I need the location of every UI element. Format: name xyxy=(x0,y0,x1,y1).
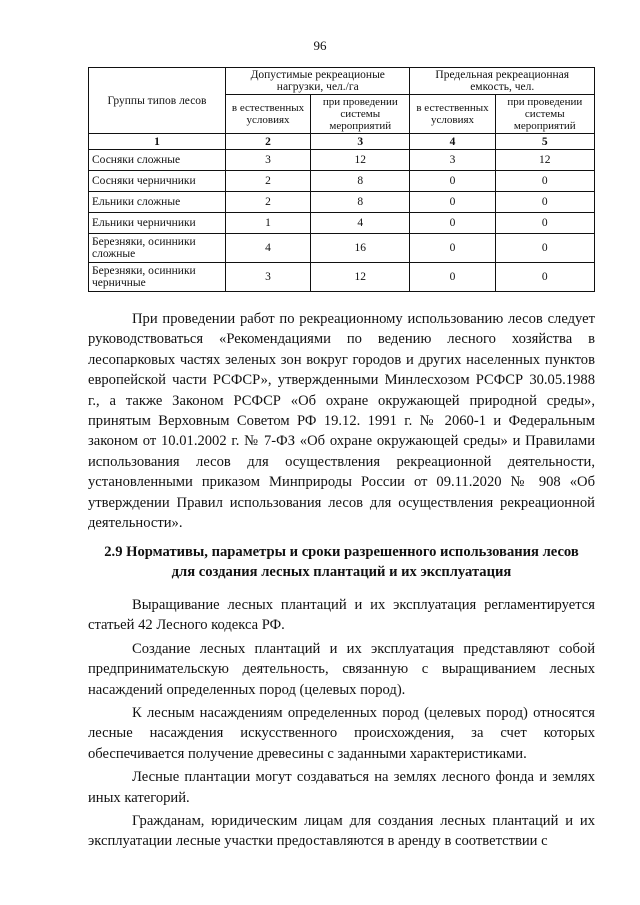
body-paragraph: К лесным насаждениям определенных пород (целевых пород) относятся лесные насаждения искусственного происхождения, за счет которых обеспечивается получение древесины с заданными характеристиками. xyxy=(88,705,595,762)
subheader-measures-load: при проведении системы мероприятий xyxy=(311,95,410,134)
table-cell: 8 xyxy=(311,192,410,213)
column-number: 2 xyxy=(226,134,311,150)
table-cell: 0 xyxy=(410,171,495,192)
forest-type-name: Сосняки черничники xyxy=(89,171,226,192)
forest-type-name: Ельники черничники xyxy=(89,213,226,234)
table-cell: 0 xyxy=(410,263,495,292)
column-number: 3 xyxy=(311,134,410,150)
table-cell: 3 xyxy=(226,150,311,171)
section-heading xyxy=(88,542,595,582)
column-number: 1 xyxy=(89,134,226,150)
table-cell: 4 xyxy=(226,234,311,263)
table-cell: 12 xyxy=(311,263,410,292)
table-row xyxy=(89,234,595,263)
header-recreation-capacity: Предельная рекреационная емкость, чел. xyxy=(410,68,595,95)
forest-type-name: Ельники сложные xyxy=(89,192,226,213)
forest-type-name: Березняки, осинники черничные xyxy=(89,263,226,292)
table-row xyxy=(89,171,595,192)
table-cell: 0 xyxy=(495,171,594,192)
table-row xyxy=(89,263,595,292)
table-cell: 8 xyxy=(311,171,410,192)
section-heading-line: для создания лесных плантаций и их эксплуатация xyxy=(171,564,512,580)
table-cell: 2 xyxy=(226,171,311,192)
subheader-natural-load: в естественных условиях xyxy=(226,95,311,134)
column-number: 4 xyxy=(410,134,495,150)
subheader-natural-capacity: в естественных условиях xyxy=(410,95,495,134)
table-cell: 16 xyxy=(311,234,410,263)
table-cell: 12 xyxy=(495,150,594,171)
section-heading-line: 2.9 Нормативы, параметры и сроки разрешенного использования лесов xyxy=(104,544,579,560)
table-cell: 0 xyxy=(495,234,594,263)
column-number-row xyxy=(89,134,595,150)
recreation-guidelines-text xyxy=(88,309,595,533)
body-paragraph: Лесные плантации могут создаваться на землях лесного фонда и землях иных категорий. xyxy=(88,769,595,806)
subheader-measures-capacity: при проведении системы мероприятий xyxy=(495,95,594,134)
table-cell: 0 xyxy=(495,213,594,234)
forest-type-name: Сосняки сложные xyxy=(89,150,226,171)
body-paragraph: Создание лесных плантаций и их эксплуатация представляют собой предпринимательскую деятельность, связанную с выращиванием лесных насаждений определенных пород (целевых пород). xyxy=(88,640,595,698)
header-recreation-load: Допустимые рекреационые нагрузки, чел./га xyxy=(226,68,410,95)
table-row xyxy=(89,150,595,171)
table-cell: 3 xyxy=(226,263,311,292)
body-paragraph: Выращивание лесных плантаций и их эксплуатация регламентируется статьей 42 Лесного кодекса РФ. xyxy=(88,597,595,634)
table-cell: 3 xyxy=(410,150,495,171)
body-paragraph: Гражданам, юридическим лицам для создания лесных плантаций и их эксплуатации лесные участки предоставляются в аренду в соответствии с xyxy=(88,813,595,850)
forest-type-name: Березняки, осинники сложные xyxy=(89,234,226,263)
table-cell: 0 xyxy=(495,263,594,292)
plantation-text xyxy=(88,595,595,855)
page-number: 96 xyxy=(313,38,327,53)
table-row xyxy=(89,213,595,234)
table-cell: 4 xyxy=(311,213,410,234)
table-cell: 0 xyxy=(410,213,495,234)
table-cell: 0 xyxy=(495,192,594,213)
table-cell: 2 xyxy=(226,192,311,213)
table-row xyxy=(89,192,595,213)
table-cell: 1 xyxy=(226,213,311,234)
table-cell: 0 xyxy=(410,192,495,213)
table-cell: 0 xyxy=(410,234,495,263)
header-forest-groups: Группы типов лесов xyxy=(89,68,226,134)
column-number: 5 xyxy=(495,134,594,150)
recreation-load-table xyxy=(88,67,595,292)
table-cell: 12 xyxy=(311,150,410,171)
body-paragraph: При проведении работ по рекреационному использованию лесов следует руководствоваться «Рекомендациями по ведению лесного хозяйства в лесопарковых частях зеленых зон вокруг городов и других населенных пунктов европейской части РСФСР», утвержденными Минлесхозом РСФСР 30.05.1988 г., а также Законом РСФСР «Об охране окружающей природной среды», принятым Верховным Советом РФ 19.12. 1991 г. № 2060-1 и Федеральным законом от 10.01.2002 г. № 7-ФЗ «Об охране окружающей среды» и Правилами использования лесов для осуществления рекреационной деятельности, установленными приказом Минприроды России от 09.11.2020 № 908 «Об утверждении Правил использования лесов для осуществления рекреационной деятельности». xyxy=(88,311,595,532)
